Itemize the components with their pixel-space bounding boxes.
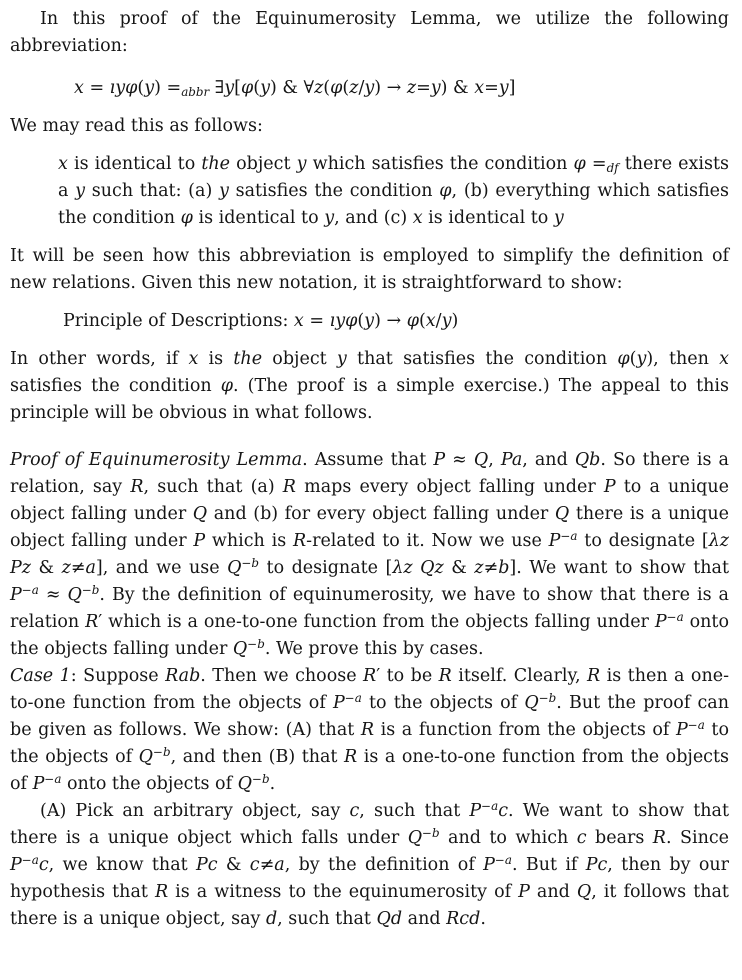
paragraph-case-1: Case 1: Suppose Rab. Then we choose R′ to be R itself. Clearly, R is then a one-to-one function from the objects of $P^{-a}$ to the objects of $Q^{-b}$. But the proof can be given as follows. We show: (A) that R is a function from the objects of $P^{-a}$ to the objects of $Q^{-b}$, and then (B) that R is a one-to-one function from the objects of $P^{-a}$ onto the objects of $Q^{-b}$. <box>10 666 730 794</box>
page-content <box>10 6 729 933</box>
formula-principle-of-descriptions: Principle of Descriptions: x = ıyφ(y) → φ(x/y) <box>63 311 459 331</box>
paragraph-abbreviation-use: It will be seen how this abbreviation is employed to simplify the definition of new relations. Given this new notation, it is straightforward to show: <box>10 246 729 293</box>
quote-reading-of-abbreviation: x is identical to the object y which satisfies the condition $\varphi =_{df}$ there exists a y such that: (a) y satisfies the condition φ, (b) everything which satisfies the condition φ is identical to y, and (c) x is identical to y <box>58 154 730 228</box>
paragraph-intro: In this proof of the Equinumerosity Lemma, we utilize the following abbreviation: <box>10 9 729 56</box>
formula-description-abbreviation: x = ıyφ(y) $=_{abbr}$ ∃y[φ(y) & ∀z(φ(z/y) → z=y) & x=y] <box>74 78 516 100</box>
paragraph-read-as-follows: We may read this as follows: <box>10 116 263 136</box>
paragraph-case-1-part-A: (A) Pick an arbitrary object, say c, such that $P^{-a}c$. We want to show that there is a unique object which falls under $Q^{-b}$ and to which c bears R. Since $P^{-a}c$, we know that Pc & c≠a, by the definition of $P^{-a}$. But if Pc, then by our hypothesis that R is a witness to the equinumerosity of P and Q, it follows that there is a unique object, say d, such that Qd and Rcd. <box>10 799 729 929</box>
paragraph-in-other-words: In other words, if x is the object y that satisfies the condition φ(y), then x satisfies the condition φ. (The proof is a simple exercise.) The appeal to this principle will be obvious in what follows. <box>10 349 730 423</box>
paragraph-proof-of-equinumerosity-lemma: Proof of Equinumerosity Lemma. Assume that P ≈ Q, Pa, and Qb. So there is a relation, say R, such that (a) R maps every object falling under P to a unique object falling under Q and (b) for every object falling under Q there is a unique object falling under P which is R-related to it. Now we use $P^{-a}$ to designate [λz Pz & z≠a], and we use $Q^{-b}$ to designate [λz Qz & z≠b]. We want to show that $P^{-a} \approx Q^{-b}$. By the definition of equinumerosity, we have to show that there is a relation R′ which is a one-to-one function from the objects falling under $P^{-a}$ onto the objects falling under $Q^{-b}$. We prove this by cases. <box>10 450 729 659</box>
